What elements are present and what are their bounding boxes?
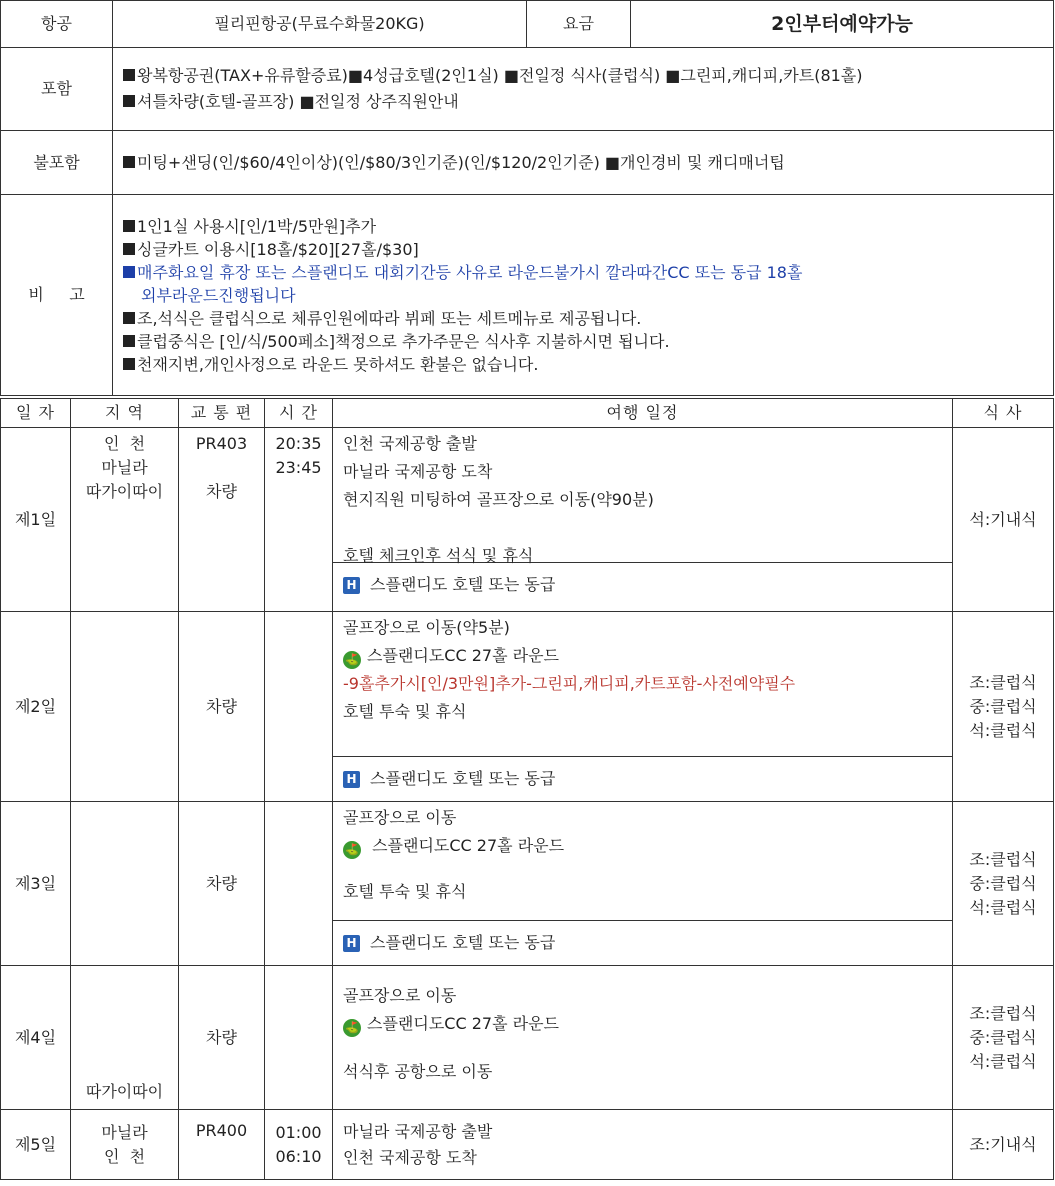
region-cell (71, 428, 179, 612)
day-label: 제4일 (1, 966, 71, 1110)
region: 따가이따이 (85, 482, 164, 501)
meal-cell (953, 612, 1054, 802)
itinerary-cell (333, 1110, 953, 1180)
header-day: 일 자 (1, 399, 71, 428)
region: 인 천 (103, 1146, 146, 1166)
time: 23:45 (275, 458, 322, 477)
hotel-row (333, 920, 952, 965)
golf-icon: ⛳ (343, 1019, 361, 1037)
day-row (1, 612, 1054, 802)
bullet-icon (123, 220, 135, 232)
region-cell (71, 612, 179, 802)
exclude-cell (113, 131, 1054, 195)
region: 마닐라 (101, 1122, 148, 1142)
meal-cell (953, 966, 1054, 1110)
hotel-icon: H (343, 935, 360, 952)
hotel-name: 스플랜디도 호텔 또는 동급 (370, 933, 556, 952)
hotel-name: 스플랜디도 호텔 또는 동급 (370, 575, 556, 594)
airline-label: 항공 (1, 1, 113, 48)
time: 06:10 (275, 1146, 322, 1166)
itinerary-line: 마닐라 국제공항 도착 (343, 462, 493, 481)
hotel-row (333, 756, 952, 801)
meal: 조:기내식 (969, 1134, 1037, 1154)
itinerary-line: 석식후 공항으로 이동 (343, 1062, 493, 1081)
itinerary-cell (333, 428, 953, 612)
meal: 조:클럽식 (969, 1003, 1037, 1023)
meal-cell (953, 802, 1054, 966)
itinerary-line: 골프장으로 이동 (343, 808, 457, 827)
bullet-icon (123, 358, 135, 370)
remark-line: 1인1실 사용시[인/1박/5만원]추가 (137, 216, 377, 236)
include-cell (113, 48, 1054, 131)
airline-value: 필리핀항공(무료수화물20KG) (113, 1, 527, 48)
remark-line: 외부라운드진행됩니다 (141, 285, 296, 305)
transport-cell (179, 428, 265, 612)
region: 마닐라 (101, 458, 148, 477)
itinerary-line: -9홀추가시[인/3만원]추가-그린피,캐디피,카트포함-사전예약필수 (343, 674, 796, 693)
include-label: 포함 (1, 48, 113, 131)
meal: 조:클럽식 (969, 672, 1037, 692)
day-row (1, 802, 1054, 966)
remarks-cell (113, 195, 1054, 396)
meal: 중:클럽식 (969, 696, 1037, 716)
time-cell (265, 612, 333, 802)
hotel-icon: H (343, 577, 360, 594)
itinerary-line: 골프장으로 이동 (343, 986, 457, 1005)
include-line-1: 왕복항공권(TAX+유류할증료)■4성급호텔(2인1실) ■전일정 식사(클럽식) ■그린피,캐디피,카트(81홀) (137, 66, 863, 85)
meal: 조:클럽식 (969, 849, 1037, 869)
time-cell (265, 428, 333, 612)
bullet-icon (123, 312, 135, 324)
day-row (1, 1110, 1054, 1180)
exclude-label: 불포함 (1, 131, 113, 195)
remark-line: 천재지변,개인사정으로 라운드 못하셔도 환불은 없습니다. (137, 354, 539, 374)
itinerary-line: 스플랜디도CC 27홀 라운드 (367, 1014, 559, 1033)
header-region: 지 역 (71, 399, 179, 428)
header-meal: 식 사 (953, 399, 1054, 428)
itinerary-line: 호텔 체크인후 석식 및 휴식 (343, 546, 534, 565)
bullet-icon (123, 335, 135, 347)
exclude-line: 미팅+샌딩(인/$60/4인이상)(인/$80/3인기준)(인/$120/2인기준) ■개인경비 및 캐디매너팁 (137, 152, 785, 172)
hotel-icon: H (343, 771, 360, 788)
day-row (1, 966, 1054, 1110)
bullet-icon (123, 69, 135, 81)
meal: 석:클럽식 (969, 1051, 1037, 1071)
day-label: 제2일 (1, 612, 71, 802)
itinerary-line: 현지직원 미팅하여 골프장으로 이동(약90분) (343, 490, 654, 509)
bullet-icon (123, 95, 135, 107)
region: 인 천 (103, 434, 146, 453)
time-cell (265, 802, 333, 966)
day-label: 제3일 (1, 802, 71, 966)
itinerary-line: 골프장으로 이동(약5분) (343, 618, 510, 637)
remark-line: 매주화요일 휴장 또는 스플랜디도 대회기간등 사유로 라운드불가시 깔라따간CC 또는 동급 18홀 (137, 262, 803, 282)
transport: 차량 (179, 966, 265, 1110)
itinerary-line: 호텔 투숙 및 휴식 (343, 882, 467, 901)
hotel-name: 스플랜디도 호텔 또는 동급 (370, 769, 556, 788)
day-label: 제5일 (1, 1110, 71, 1180)
itinerary-line: 스플랜디도CC 27홀 라운드 (367, 646, 559, 665)
remark-line: 조,석식은 클럽식으로 체류인원에따라 뷔페 또는 세트메뉴로 제공됩니다. (137, 308, 642, 328)
transport: 차량 (179, 802, 265, 966)
time: 20:35 (275, 434, 322, 453)
itinerary-line: 호텔 투숙 및 휴식 (343, 702, 467, 721)
include-line-2: 셔틀차량(호텔-골프장) ■전일정 상주직원안내 (137, 92, 459, 111)
itinerary-line: 인천 국제공항 출발 (343, 434, 477, 453)
fare-value: 2인부터예약가능 (631, 1, 1054, 48)
itinerary-cell (333, 966, 953, 1110)
itinerary-line: 스플랜디도CC 27홀 라운드 (367, 836, 565, 855)
meal: 석:클럽식 (969, 720, 1037, 740)
transport: 차량 (179, 612, 265, 802)
region: 따가이따이 (71, 966, 179, 1110)
day-row (1, 428, 1054, 612)
meal-cell (953, 1110, 1054, 1180)
region-cell (71, 1110, 179, 1180)
header-time: 시 간 (265, 399, 333, 428)
transport: 차량 (206, 482, 237, 501)
meal: 석:클럽식 (969, 897, 1037, 917)
header-transport: 교 통 편 (179, 399, 265, 428)
remark-line: 싱글카트 이용시[18홀/$20][27홀/$30] (137, 239, 419, 259)
package-info-table (0, 0, 1054, 396)
time: 01:00 (275, 1122, 322, 1142)
fare-label: 요금 (527, 1, 631, 48)
remark-line: 클럽중식은 [인/식/500페소]책정으로 추가주문은 식사후 지불하시면 됩니다. (137, 331, 670, 351)
meal: 중:클럽식 (969, 873, 1037, 893)
bullet-icon (123, 243, 135, 255)
golf-icon: ⛳ (343, 651, 361, 669)
transport: PR400 (179, 1110, 265, 1180)
header-itinerary: 여행 일정 (333, 399, 953, 428)
region-cell (71, 802, 179, 966)
bullet-icon (123, 156, 135, 168)
itinerary-cell (333, 802, 953, 966)
itinerary-line: 마닐라 국제공항 출발 (343, 1121, 493, 1141)
meal-cell (953, 428, 1054, 612)
transport: PR403 (195, 434, 248, 453)
golf-icon: ⛳ (343, 841, 361, 859)
time-cell (265, 1110, 333, 1180)
itinerary-line: 인천 국제공항 도착 (343, 1147, 477, 1167)
time-cell (265, 966, 333, 1110)
itinerary-cell (333, 612, 953, 802)
day-label: 제1일 (1, 428, 71, 612)
meal: 중:클럽식 (969, 1027, 1037, 1047)
bullet-icon (123, 266, 135, 278)
schedule-table (0, 398, 1054, 1180)
meal: 석:기내식 (969, 509, 1037, 529)
remarks-label: 비 고 (1, 195, 113, 396)
